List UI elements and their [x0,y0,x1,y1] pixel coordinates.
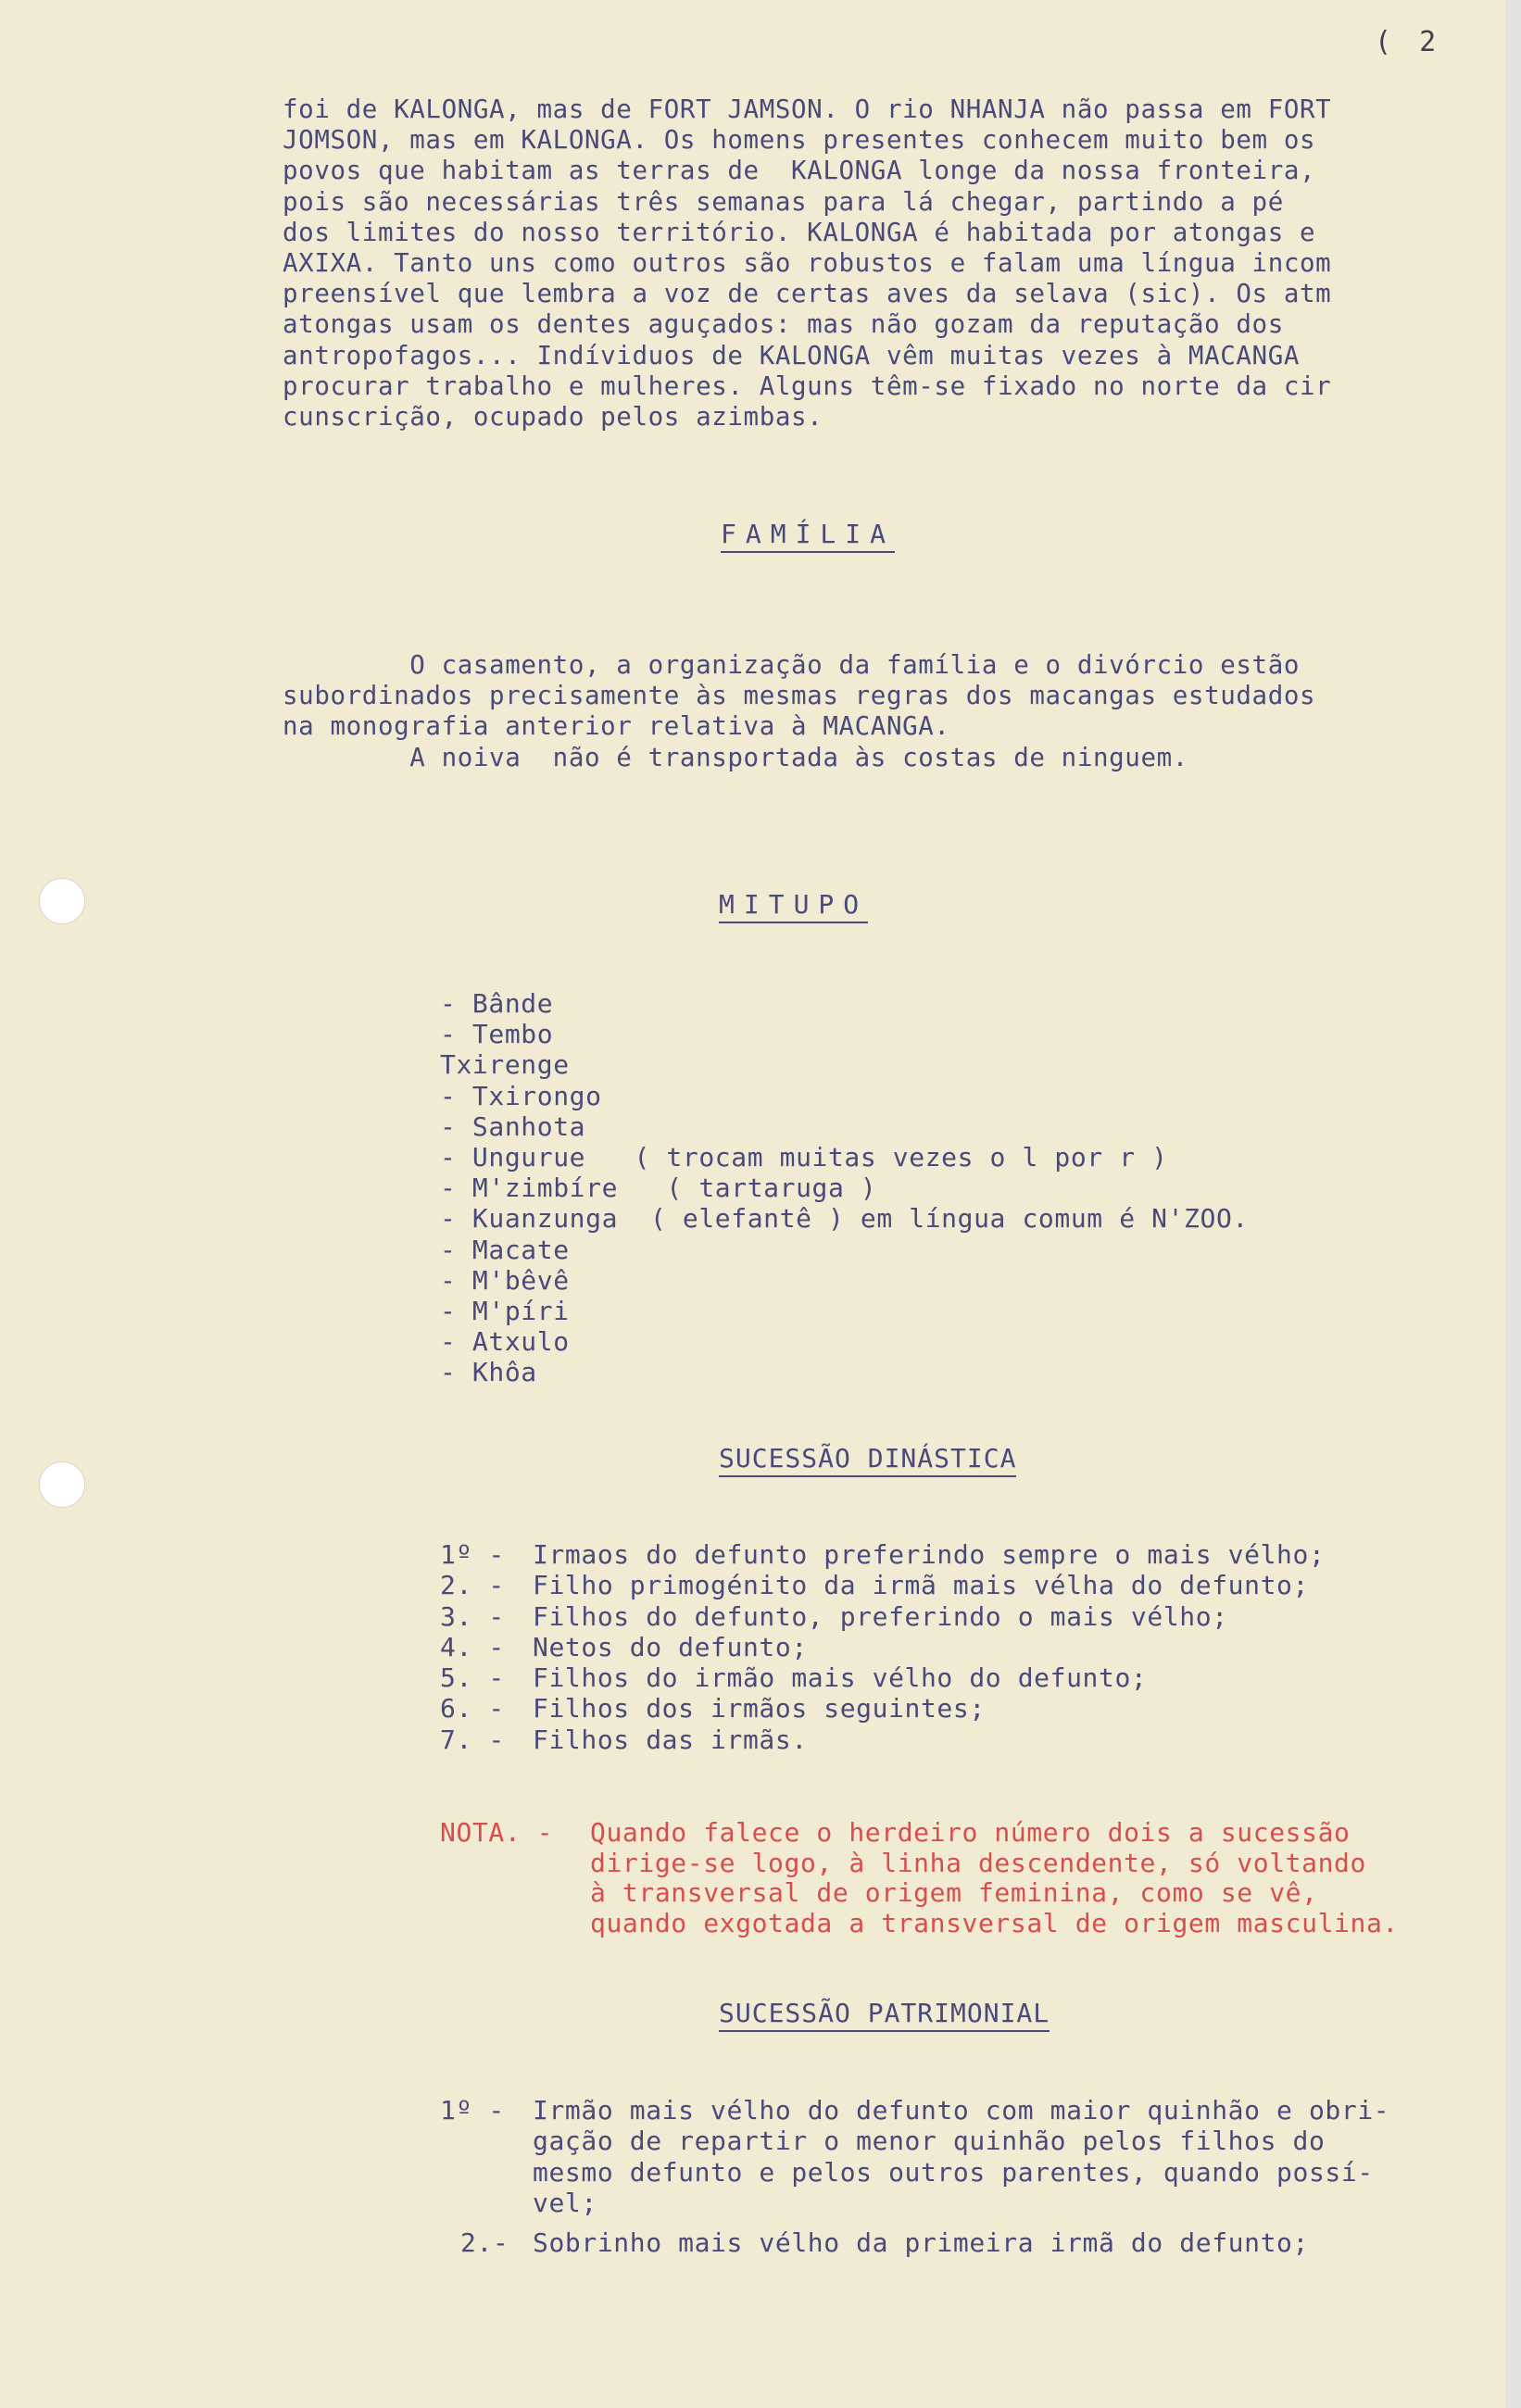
list-item [440,1539,1325,1570]
item-number: 2. - [440,1570,505,1601]
list-item [440,1724,1325,1755]
list-item [440,2227,1389,2258]
item-text: vel; [533,2187,597,2218]
item-text: Irmaos do defunto preferindo sempre o mais vélho; [533,1539,1326,1570]
text-line: antropofagos... Indíviduos de KALONGA vêm muitas vezes à MACANGA [283,340,1301,370]
text-line: cunscrição, ocupado pelos azimbas. [283,401,823,432]
item-number: 6. - [440,1693,505,1724]
text-line: foi de KALONGA, mas de FORT JAMSON. O rio NHANJA não passa em FORT [283,94,1332,124]
list-item [440,1662,1325,1693]
text-line: A noiva não é transportada às costas de ninguem. [283,742,1188,772]
item-text: Netos do defunto; [533,1631,808,1662]
text-line: dos limites do nosso território. KALONGA é habitada por atongas e [283,217,1316,247]
list-item [440,1632,1325,1662]
list-item: - M'bêvê [440,1264,570,1296]
sucessao-patrimonial-heading: SUCESSÃO PATRIMONIAL [719,1998,1050,2032]
familia-heading: FAMÍLIA [721,519,895,553]
page-number: ( 2 [1375,26,1442,58]
punch-hole-top [39,878,85,924]
list-item: - Ungurue ( trocam muitas vezes o l por r ) [440,1141,1168,1173]
text-line: subordinados precisamente às mesmas regras dos macangas estudados [283,681,1316,711]
sucessao-dinastica-heading: SUCESSÃO DINÁSTICA [719,1443,1016,1477]
nota-label: NOTA. - [440,1817,554,1848]
item-text: Filhos dos irmãos seguintes; [533,1693,986,1724]
text-line: povos que habitam as terras de KALONGA longe da nossa fronteira, [283,156,1316,186]
text-line: O casamento, a organização da família e o divórcio estão [283,650,1301,680]
list-item: - Bânde [440,988,554,1019]
text-line: preensível que lembra a voz de certas aves da selava (sic). Os atm [283,279,1332,309]
item-text: mesmo defunto e pelos outros parentes, quando possí- [533,2156,1374,2188]
list-item: - Sanhota [440,1110,586,1142]
list-item: - M'píri [440,1295,570,1326]
list-item: Txirenge [440,1049,570,1081]
list-item: - Tembo [440,1019,554,1050]
punch-hole-bottom [39,1461,85,1508]
nota-block [440,1817,1399,1938]
list-item: - Txirongo [440,1080,602,1111]
list-item [440,1570,1325,1600]
text-line: AXIXA. Tanto uns como outros são robustos e falam uma língua incom [283,247,1332,278]
nota-line: dirige-se logo, à linha descendente, só voltando [590,1847,1366,1878]
text-line: atongas usam os dentes aguçados: mas não gozam da reputação dos [283,309,1284,340]
item-number: 5. - [440,1662,505,1694]
list-item: - Khôa [440,1357,537,1388]
text-line: procurar trabalho e mulheres. Alguns têm-se fixado no norte da cir [283,370,1332,401]
item-text: Filho primogénito da irmã mais vélha do defunto; [533,1570,1309,1601]
item-text: Filhos do defunto, preferindo o mais vélho; [533,1600,1228,1632]
list-item [440,1601,1325,1632]
list-item: - Kuanzunga ( elefantê ) em língua comum é N'ZOO. [440,1203,1249,1235]
item-number: 7. - [440,1724,505,1755]
nota-line: à transversal de origem feminina, como se vê, [590,1877,1318,1908]
item-text: Sobrinho mais vélho da primeira irmã do defunto; [533,2227,1309,2259]
item-number: 3. - [440,1600,505,1632]
item-text: Filhos das irmãs. [533,1724,808,1755]
sucessao-patrimonial-list [440,2095,1389,2258]
sucessao-dinastica-list [440,1539,1325,1755]
text-line: pois são necessárias três semanas para lá chegar, partindo a pé [283,186,1284,217]
list-item [440,2095,1389,2218]
list-item [440,1693,1325,1724]
list-item: - Macate [440,1234,570,1265]
nota-line: quando exgotada a transversal de origem masculina. [590,1907,1399,1938]
item-number: 1º - [440,2095,505,2126]
item-number: 4. - [440,1631,505,1662]
list-item: - Atxulo [440,1326,570,1358]
nota-line: Quando falece o herdeiro número dois a sucessão [590,1817,1351,1848]
list-item: - M'zimbíre ( tartaruga ) [440,1173,877,1204]
item-text: Filhos do irmão mais vélho do defunto; [533,1662,1148,1694]
nota-text [590,1818,1399,1938]
familia-paragraph [283,650,1505,773]
mitupo-list [440,988,1249,1387]
text-line: JOMSON, mas em KALONGA. Os homens presentes conhecem muito bem os [283,125,1316,156]
item-number: 2.- [460,2227,509,2259]
item-text: Irmão mais vélho do defunto com maior quinhão e obri- [533,2095,1390,2126]
mitupo-heading: MITUPO [719,889,868,923]
item-text: gação de repartir o menor quinhão pelos filhos do [533,2126,1326,2157]
intro-paragraph [283,94,1505,433]
item-number: 1º - [440,1539,505,1570]
page-edge [1505,0,1521,2408]
text-line: na monografia anterior relativa à MACANGA. [283,711,950,742]
